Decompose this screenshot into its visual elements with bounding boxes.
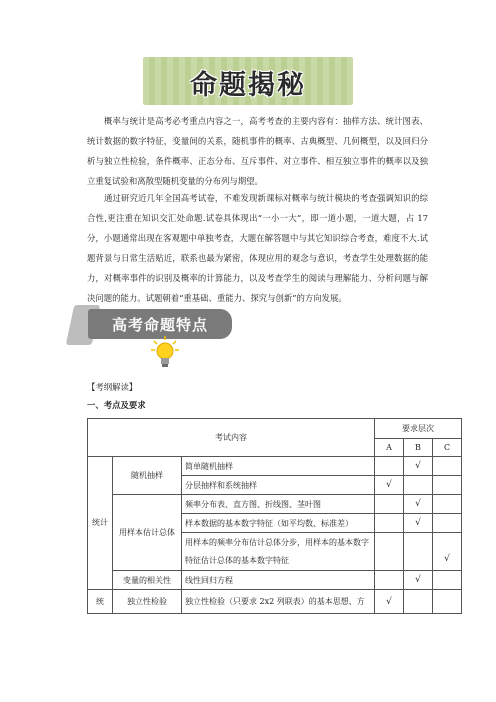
- mark-a: [375, 514, 404, 533]
- mark-c: [433, 571, 462, 590]
- mark-a: [375, 533, 404, 571]
- mark-b: [404, 476, 433, 495]
- level-a: A: [375, 439, 404, 457]
- item-text: 样本数据的基本数字特征（如平均数、标准差）: [182, 514, 375, 533]
- mark-c: [433, 495, 462, 514]
- banner-title: 命题揭秘: [190, 70, 306, 101]
- mark-b: √: [404, 514, 433, 533]
- kaogang-label: 【考纲解读】: [87, 382, 138, 392]
- mark-a: [375, 457, 404, 476]
- mark-c: √: [433, 533, 462, 571]
- mark-c: [433, 457, 462, 476]
- mark-c: [433, 476, 462, 495]
- item-text: 线性回归方程: [182, 571, 375, 590]
- mark-a: √: [375, 590, 404, 614]
- requirements-table: [87, 418, 462, 614]
- table-row: [88, 571, 462, 590]
- section-title: 高考命题特点: [111, 316, 208, 334]
- mark-a: [375, 495, 404, 514]
- table-row: [88, 495, 462, 514]
- mark-b: √: [404, 571, 433, 590]
- table-row: [88, 457, 462, 476]
- group-label-next: 统: [88, 590, 113, 614]
- table-row: [88, 590, 462, 614]
- mark-a: [375, 571, 404, 590]
- item-text: 独立性检验（只要求 2x2 列联表）的基本思想、方: [182, 590, 375, 614]
- mark-c: [433, 514, 462, 533]
- intro-paragraph-2: 通过研究近几年全国高考试卷，不难发现新课标对概率与统计模块的考查强调知识的综合性,更注重在知识交汇处命题.试卷具体现出“一小一大”，即一道小题，一道大题，占 17 分，小题通常出现在客观题中单独考查，大题在解答题中与其它知识综合考查，难度不大.试题背景与日常生活贴近，联系也最为紧密，体现应用的观念与意识，考查学生处理数据的能力，对概率事件的识别及概率的计算能力，以及考查学生的阅读与理解能力、分析问题与解决问题的能力。试题朝着“重基础、重能力、探究与创新”的方向发展。: [87, 193, 428, 303]
- lightbulb-icon: [150, 335, 180, 375]
- mark-b: [404, 590, 433, 614]
- group-label: 统计: [88, 457, 113, 590]
- intro-paragraph-1: 概率与统计是高考必考重点内容之一，高考考查的主要内容有：抽样方法、统计图表、统计数据的数字特征，变量间的关系，随机事件的概率、古典概型、几何概型，以及回归分析与独立性检验，条件概率、正态分布、互斥事件、对立事件、相互独立事件的概率以及独立重复试验和离散型随机变量的分布列与期望。: [87, 116, 428, 186]
- sub-category: 独立性检验: [113, 590, 182, 614]
- sub-category: 用样本估计总体: [113, 495, 182, 571]
- item-text: 简单随机抽样: [182, 457, 375, 476]
- mark-a: √: [375, 476, 404, 495]
- header-content: 考试内容: [88, 419, 375, 457]
- mark-c: [433, 590, 462, 614]
- item-text: 分层抽样和系统抽样: [182, 476, 375, 495]
- sub-category: 变量的相关性: [113, 571, 182, 590]
- title-banner: [143, 57, 353, 105]
- item-text: 频率分布表、直方图、折线图、茎叶图: [182, 495, 375, 514]
- level-c: C: [433, 439, 462, 457]
- sub-category: 随机抽样: [113, 457, 182, 495]
- mark-b: √: [404, 495, 433, 514]
- header-level: 要求层次: [375, 419, 462, 439]
- section-heading: 一、考点及要求: [87, 400, 146, 410]
- item-text: 用样本的频率分布估计总体分步，用样本的基本数字特征估计总体的基本数字特征: [182, 533, 375, 571]
- mark-b: √: [404, 457, 433, 476]
- level-b: B: [404, 439, 433, 457]
- mark-b: [404, 533, 433, 571]
